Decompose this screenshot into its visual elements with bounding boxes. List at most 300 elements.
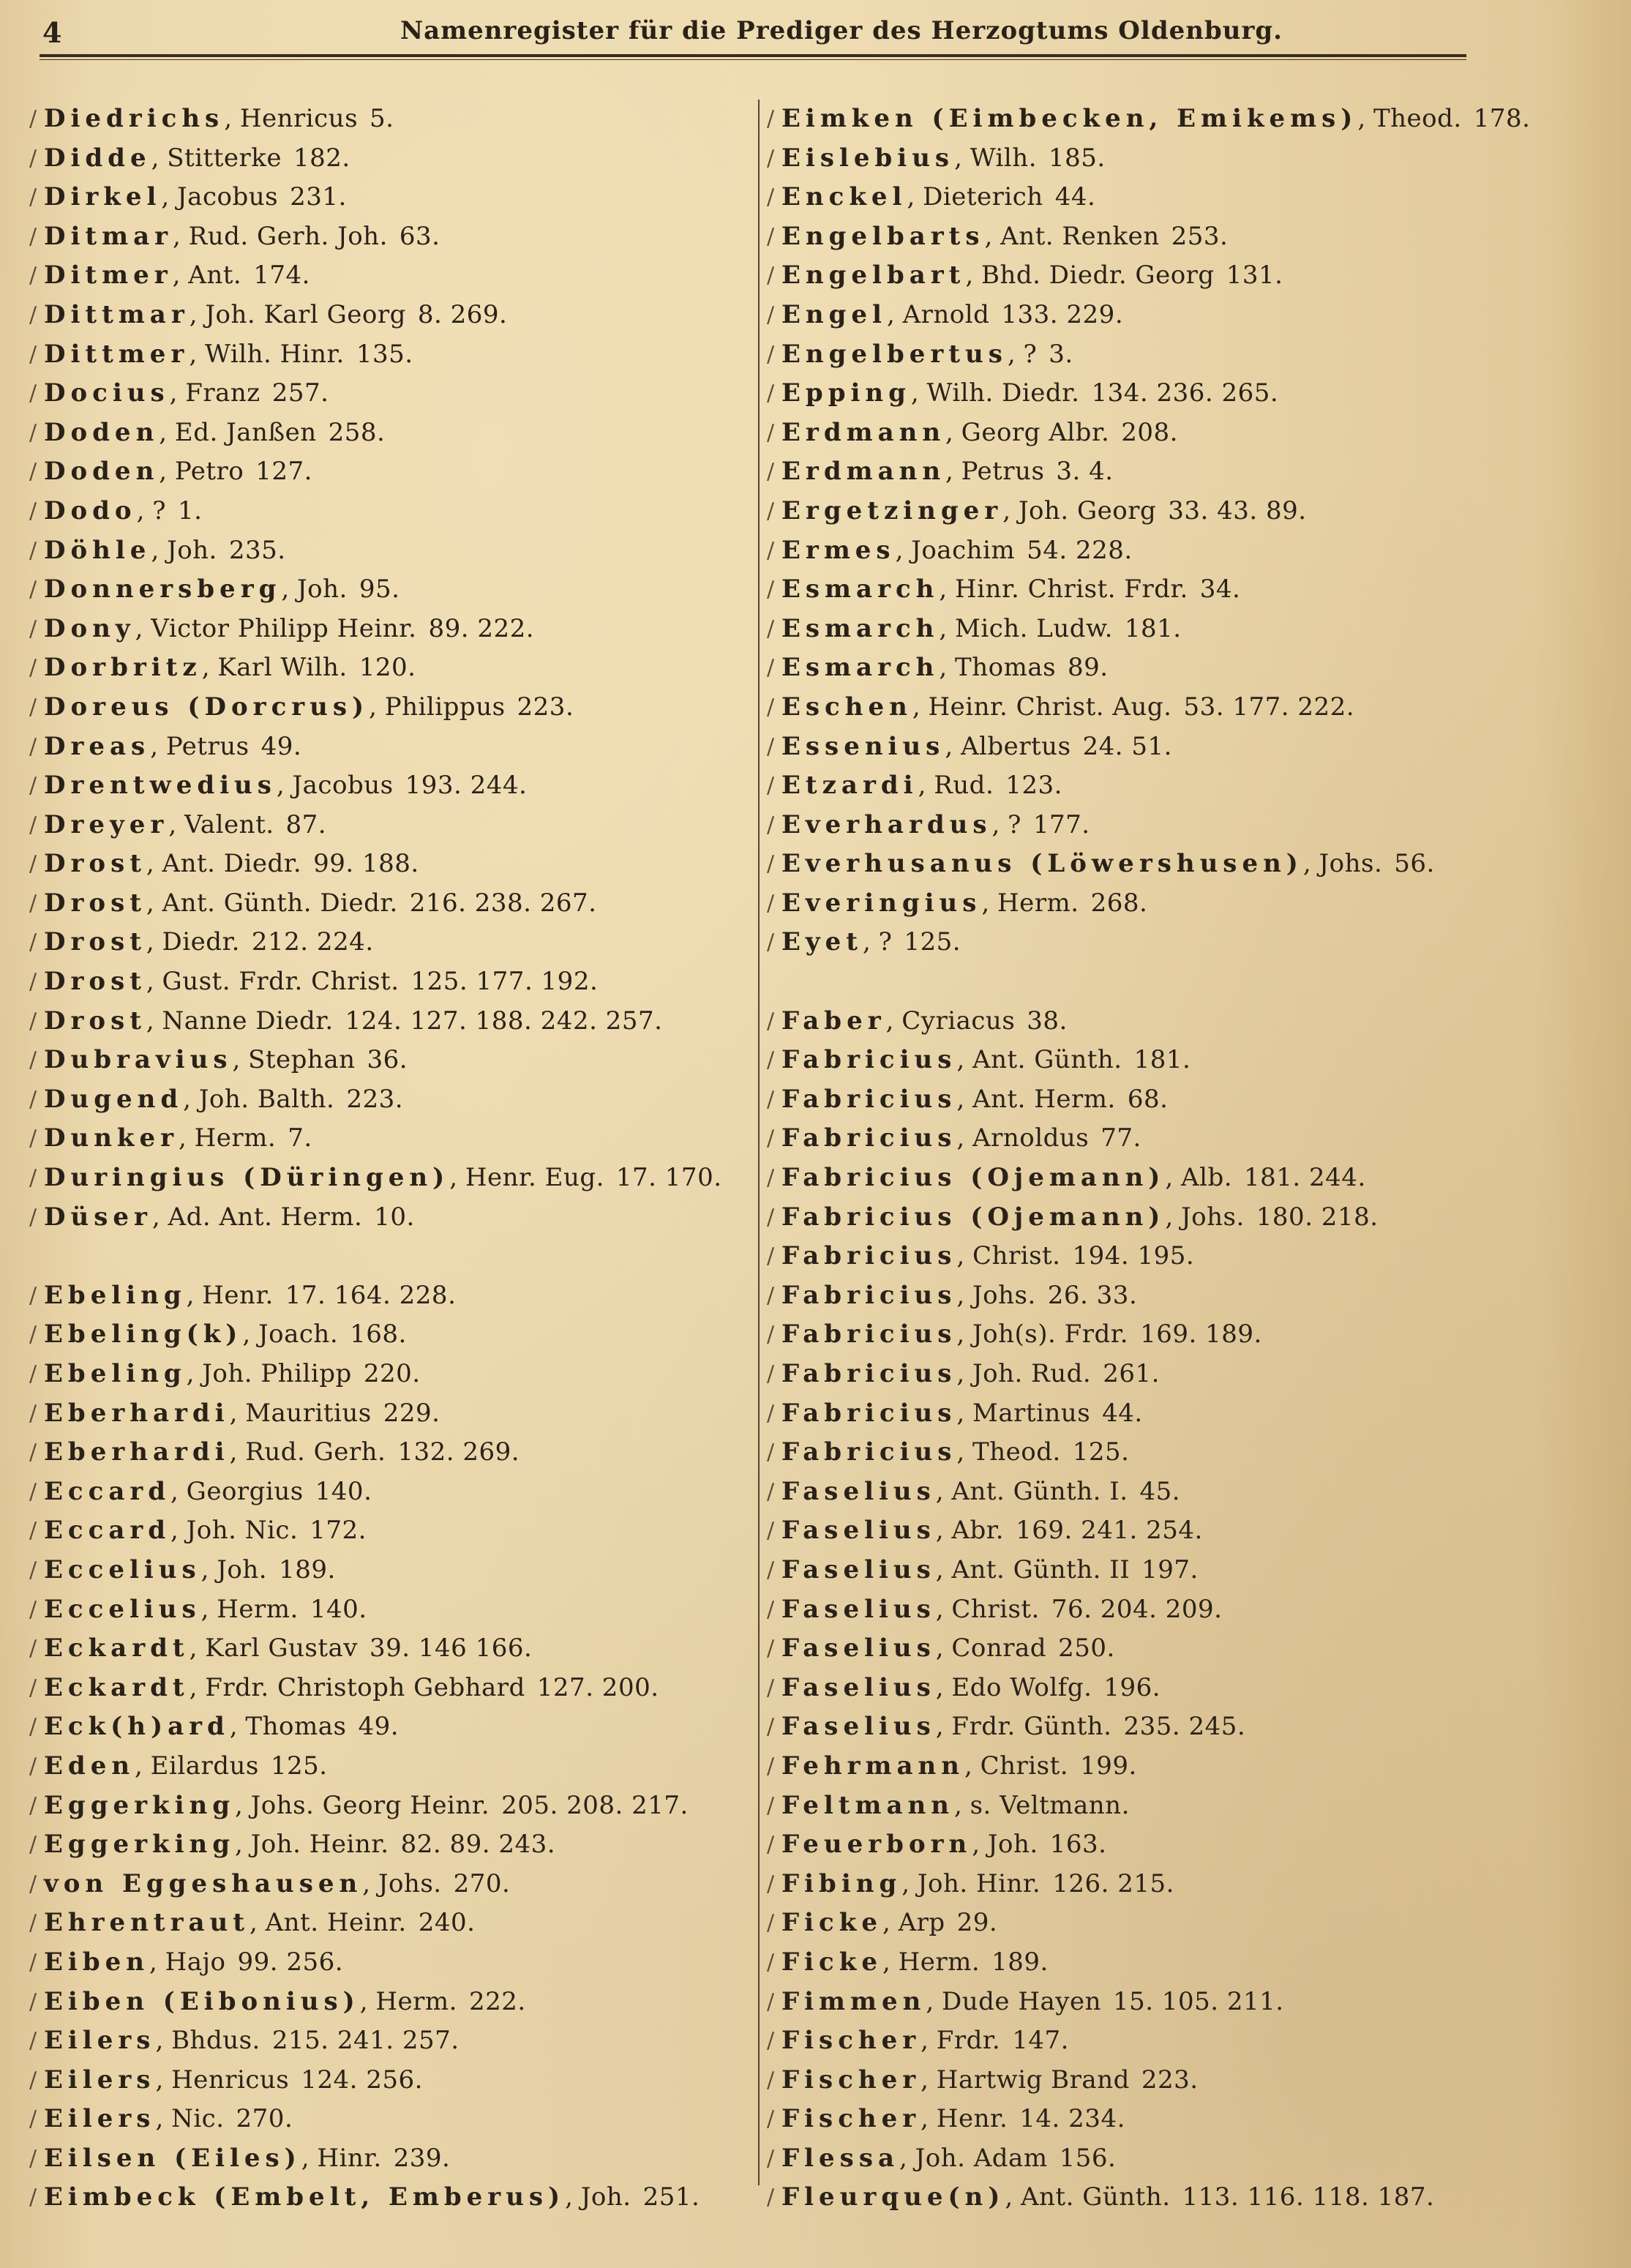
pencil-tick-mark: / [767, 263, 775, 289]
entry-separator: , [242, 1320, 259, 1350]
entry-surname: Fischer [781, 2065, 921, 2095]
entry-separator: , [899, 2143, 915, 2173]
entry-given-names: Joh. Karl Georg [205, 299, 406, 329]
entry-separator: , [151, 535, 168, 565]
entry-page-refs: 235. [228, 535, 286, 565]
pencil-tick-mark: / [29, 341, 37, 367]
pencil-tick-mark: / [767, 1714, 775, 1740]
entry-separator: , [1357, 104, 1373, 133]
entry-given-names: Johs. [378, 1868, 442, 1898]
index-entry [767, 139, 1499, 179]
entry-separator: , [449, 1163, 465, 1193]
entry-given-names: Philippus [384, 692, 506, 722]
entry-separator: , [956, 1359, 973, 1388]
index-entry [767, 2139, 1499, 2179]
pencil-tick-mark: / [29, 851, 37, 877]
pencil-tick-mark: / [767, 184, 775, 211]
entry-separator: , [956, 1123, 973, 1153]
entry-page-refs: 181. 244. [1244, 1163, 1366, 1193]
entry-separator: , [965, 261, 982, 291]
pencil-tick-mark: / [29, 184, 37, 211]
index-entry [29, 570, 754, 610]
entry-given-names: Henr. [202, 1280, 274, 1310]
entry-surname: Feuerborn [781, 1830, 972, 1860]
entry-separator: , [229, 1712, 246, 1742]
entry-given-names: Wilh. Hinr. [204, 339, 345, 369]
entry-separator: , [189, 339, 205, 369]
index-entry [29, 100, 754, 139]
entry-page-refs: 168. [350, 1320, 407, 1350]
entry-separator: , [935, 1633, 952, 1663]
entry-page-refs: 127. [255, 457, 312, 487]
entry-given-names: ? [1008, 809, 1021, 839]
index-entry [29, 2178, 754, 2218]
entry-surname: Fischer [781, 2104, 921, 2134]
pencil-tick-mark: / [767, 890, 775, 916]
pencil-tick-mark: / [29, 2067, 37, 2093]
entry-given-names: Joh. Hinr. [917, 1868, 1041, 1898]
pencil-tick-mark: / [767, 1478, 775, 1505]
index-entry [29, 1355, 754, 1394]
index-entry [767, 2061, 1499, 2100]
pencil-tick-mark: / [29, 1126, 37, 1152]
index-entry [767, 1315, 1499, 1355]
pencil-tick-mark: / [29, 694, 37, 720]
entry-surname: Dugend [44, 1084, 184, 1114]
entry-given-names: Bhdus. [171, 2026, 260, 2056]
entry-surname: Dony [44, 613, 135, 643]
entry-surname: Didde [44, 143, 151, 173]
pencil-tick-mark: / [767, 1518, 775, 1544]
index-entry [767, 1080, 1499, 1120]
entry-separator: , [882, 1908, 899, 1938]
entry-surname: Fischer [781, 2026, 921, 2056]
entry-separator: , [935, 1476, 952, 1506]
entry-surname: Ebeling(k) [44, 1320, 243, 1350]
index-entry [29, 1159, 754, 1198]
pencil-tick-mark: / [29, 106, 37, 132]
index-entry [767, 531, 1499, 571]
entry-separator: , [135, 1751, 151, 1781]
entry-surname: Duringius (Düringen) [44, 1163, 450, 1193]
pencil-tick-mark: / [29, 537, 37, 564]
pencil-tick-mark: / [29, 1636, 37, 1662]
entry-given-names: Ant. Günth. [972, 1045, 1122, 1075]
index-entry [29, 335, 754, 375]
entry-surname: Drost [44, 1006, 146, 1036]
entry-surname: Eilers [44, 2104, 156, 2134]
index-entry [29, 1394, 754, 1434]
entry-page-refs: 82. 89. 243. [400, 1830, 556, 1860]
index-entry [29, 766, 754, 806]
index-entry [29, 648, 754, 688]
pencil-tick-mark: / [29, 812, 37, 838]
entry-given-names: Heinr. Christ. Aug. [928, 692, 1172, 722]
entry-given-names: Diedr. [162, 927, 240, 957]
pencil-tick-mark: / [767, 1871, 775, 1897]
pencil-tick-mark: / [29, 1361, 37, 1387]
entry-surname: Dreas [44, 731, 151, 761]
entry-separator: , [170, 1476, 187, 1506]
index-entry [767, 100, 1531, 139]
pencil-tick-mark: / [29, 1674, 37, 1701]
pencil-tick-mark: / [767, 1792, 775, 1819]
index-entry [767, 217, 1499, 257]
pencil-tick-mark: / [767, 1047, 775, 1074]
pencil-tick-mark: / [29, 1518, 37, 1544]
pencil-tick-mark: / [767, 1988, 775, 2015]
pencil-tick-mark: / [767, 2106, 775, 2133]
pencil-tick-mark: / [29, 733, 37, 760]
entry-surname: Faber [781, 1006, 886, 1036]
entry-surname: Eiben [44, 1947, 149, 1977]
entry-surname: Faselius [781, 1594, 936, 1624]
entry-separator: , [276, 771, 293, 801]
entry-separator: , [135, 613, 151, 643]
entry-surname: Faselius [781, 1633, 936, 1663]
entry-page-refs: 133. 229. [1001, 299, 1124, 329]
entry-given-names: Nanne Diedr. [162, 1006, 334, 1036]
entry-page-refs: 177. [1032, 809, 1090, 839]
entry-separator: , [173, 221, 189, 251]
pencil-tick-mark: / [767, 694, 775, 720]
entry-page-refs: 95. [359, 575, 400, 605]
entry-surname: Fabricius [781, 1280, 957, 1310]
index-entry [767, 806, 1499, 845]
entry-surname: Donnersberg [44, 575, 282, 605]
entry-surname: Ditmer [44, 261, 173, 291]
index-entry [767, 1786, 1499, 1826]
entry-surname: Eckardt [44, 1672, 190, 1702]
entry-separator: , [918, 771, 934, 801]
entry-separator: , [921, 2065, 937, 2095]
pencil-tick-mark: / [767, 2028, 775, 2054]
entry-page-refs: 197. [1141, 1554, 1199, 1584]
entry-separator: , [146, 1006, 162, 1036]
entry-surname: Eschen [781, 692, 912, 722]
entry-given-names: Johs. [1319, 849, 1383, 879]
index-entry [29, 413, 754, 453]
entry-separator: , [954, 143, 970, 173]
entry-separator: , [565, 2182, 581, 2212]
entry-given-names: Petro [174, 457, 244, 487]
entry-given-names: Eilardus [150, 1751, 259, 1781]
entry-given-names: Herm. [997, 888, 1079, 918]
index-entry [767, 2021, 1499, 2061]
entry-surname: Dorbritz [44, 653, 202, 683]
entry-page-refs: 45. [1139, 1476, 1181, 1506]
entry-surname: Esmarch [781, 575, 940, 605]
entry-given-names: Herm. [375, 1986, 457, 2016]
index-entry [767, 1159, 1499, 1198]
entry-surname: Faselius [781, 1554, 936, 1584]
entry-surname: Esmarch [781, 613, 940, 643]
entry-given-names: Stephan [248, 1045, 356, 1075]
entry-surname: Döhle [44, 535, 151, 565]
index-entry [767, 2100, 1499, 2139]
entry-separator: , [170, 1516, 187, 1546]
index-entry [767, 1904, 1499, 1943]
pencil-tick-mark: / [767, 1165, 775, 1191]
pencil-tick-mark: / [767, 1400, 775, 1426]
entry-page-refs: 222. [468, 1986, 526, 2016]
entry-page-refs: 126. 215. [1052, 1868, 1174, 1898]
pencil-tick-mark: / [767, 302, 775, 328]
index-entry [767, 845, 1499, 884]
index-entry [767, 884, 1499, 924]
page-number: 4 [42, 16, 62, 49]
entry-page-refs: 77. [1101, 1123, 1141, 1153]
entry-page-refs: 26. 33. [1047, 1280, 1138, 1310]
entry-given-names: Hinr. [317, 2143, 382, 2173]
entry-separator: , [281, 575, 298, 605]
entry-surname: Engelbart [781, 261, 966, 291]
index-entry [767, 413, 1499, 453]
entry-given-names: Joh. Heinr. [250, 1830, 389, 1860]
blank-line [767, 962, 1499, 1002]
entry-page-refs: 68. [1127, 1084, 1169, 1114]
pencil-tick-mark: / [29, 381, 37, 407]
entry-given-names: Theod. [972, 1437, 1061, 1467]
pencil-tick-mark: / [767, 1126, 775, 1152]
entry-page-refs: 29. [956, 1908, 998, 1938]
pencil-tick-mark: / [29, 1753, 37, 1779]
entry-given-names: Thomas [245, 1712, 347, 1742]
index-entry [29, 1472, 754, 1512]
pencil-tick-mark: / [29, 1871, 37, 1897]
entry-separator: , [907, 182, 923, 212]
index-entry [29, 1865, 754, 1904]
index-entry [767, 1355, 1499, 1394]
entry-given-names: Ant. Günth. [1020, 2182, 1171, 2212]
entry-surname: Erdmann [781, 457, 946, 487]
entry-given-names: Conrad [951, 1633, 1047, 1663]
entry-surname: Fabricius [781, 1045, 957, 1075]
entry-surname: Eccelius [44, 1554, 201, 1584]
pencil-tick-mark: / [767, 655, 775, 681]
entry-separator: , [945, 731, 961, 761]
entry-separator: , [956, 1241, 973, 1271]
entry-page-refs: 185. [1049, 143, 1106, 173]
entry-given-names: Ant. Herm. [972, 1084, 1116, 1114]
entry-surname: Faselius [781, 1516, 936, 1546]
entry-given-names: Mauritius [245, 1398, 372, 1428]
pencil-tick-mark: / [767, 615, 775, 642]
pencil-tick-mark: / [767, 1008, 775, 1034]
entry-separator: , [151, 1202, 168, 1232]
entry-page-refs: 181. [1133, 1045, 1191, 1075]
entry-page-refs: 15. 105. 211. [1112, 1986, 1284, 2016]
index-entry [767, 727, 1499, 767]
entry-surname: Fimmen [781, 1986, 926, 2016]
running-title: Namenregister für die Prediger des Herzogtums Oldenburg. [400, 16, 1283, 45]
entry-surname: Dittmar [44, 299, 190, 329]
entry-page-refs: 163. [1049, 1830, 1107, 1860]
entry-surname: Eberhardi [44, 1437, 230, 1467]
entry-page-refs: 261. [1103, 1359, 1160, 1388]
entry-surname: Drost [44, 849, 146, 879]
entry-separator: , [956, 1084, 973, 1114]
entry-given-names: Georgius [186, 1476, 304, 1506]
index-entry [767, 1119, 1499, 1159]
entry-page-refs: 169. 241. 254. [1016, 1516, 1203, 1546]
entry-given-names: Joachim [911, 535, 1016, 565]
pencil-tick-mark: / [29, 890, 37, 916]
entry-page-refs: 205. 208. 217. [501, 1790, 689, 1820]
entry-page-refs: 44. [1054, 182, 1096, 212]
pencil-tick-mark: / [29, 1400, 37, 1426]
entry-given-names: Joh. [167, 535, 217, 565]
entry-page-refs: 63. [399, 221, 440, 251]
entry-separator: , [249, 1908, 266, 1938]
index-entry [29, 1786, 754, 1826]
entry-page-refs: 123. [1005, 771, 1062, 801]
pencil-tick-mark: / [767, 1361, 775, 1387]
entry-given-names: Arnoldus [972, 1123, 1090, 1153]
entry-given-names: Frdr. [936, 2026, 1001, 2056]
entry-separator: , [159, 457, 175, 487]
entry-separator: , [146, 967, 162, 997]
entry-separator: , [956, 1045, 973, 1075]
entry-given-names: Joh. Adam [915, 2143, 1048, 2173]
entry-given-names: Abr. [951, 1516, 1005, 1546]
entry-page-refs: 140. [310, 1594, 367, 1624]
pencil-tick-mark: / [29, 1792, 37, 1819]
entry-separator: , [1007, 339, 1024, 369]
pencil-tick-mark: / [29, 2028, 37, 2054]
entry-separator: , [910, 378, 927, 408]
pencil-tick-mark: / [767, 1753, 775, 1779]
entry-separator: , [224, 104, 240, 133]
entry-given-names: Johs. Georg Heinr. [250, 1790, 490, 1820]
entry-page-refs: 194. 195. [1072, 1241, 1195, 1271]
entry-surname: Faselius [781, 1672, 936, 1702]
pencil-tick-mark: / [29, 1988, 37, 2015]
entry-given-names: Albertus [960, 731, 1071, 761]
pencil-tick-mark: / [29, 145, 37, 171]
index-entry [767, 688, 1499, 727]
entry-separator: , [935, 1594, 952, 1624]
entry-surname: Eilers [44, 2065, 156, 2095]
page-header [0, 0, 1631, 57]
entry-separator: , [1165, 1163, 1182, 1193]
entry-surname: Eilsen (Eiles) [44, 2143, 301, 2173]
entry-separator: , [146, 888, 162, 918]
entry-separator: , [149, 1947, 165, 1977]
entry-given-names: Joh. Georg [1018, 495, 1157, 525]
entry-page-refs: 270. [453, 1868, 511, 1898]
entry-surname: Enckel [781, 182, 907, 212]
entry-given-names: Edo Wolfg. [951, 1672, 1092, 1702]
entry-page-refs: 34. [1199, 575, 1241, 605]
entry-surname: Everhusanus (Löwershusen) [781, 849, 1303, 879]
entry-surname: Dirkel [44, 182, 162, 212]
index-entry [767, 610, 1499, 649]
entry-separator: , [229, 1437, 246, 1467]
index-entry [29, 845, 754, 884]
entry-separator: , [939, 575, 956, 605]
entry-given-names: Wilh. [970, 143, 1038, 173]
entry-given-names: Thomas [955, 653, 1057, 683]
entry-surname: Eyet [781, 927, 863, 957]
entry-given-names: Ant. Günth. I. [951, 1476, 1128, 1506]
entry-page-refs: 124. 256. [301, 2065, 423, 2095]
entry-given-names: Ant. [188, 261, 242, 291]
pencil-tick-mark: / [767, 2145, 775, 2171]
index-entry [767, 1590, 1499, 1630]
entry-page-refs: 182. [293, 143, 350, 173]
entry-surname: Fabricius [781, 1398, 957, 1428]
entry-given-names: Rud. Gerh. Joh. [188, 221, 388, 251]
index-entry [767, 1198, 1499, 1238]
entry-page-refs: 44. [1102, 1398, 1143, 1428]
entry-surname: Drost [44, 927, 146, 957]
entry-page-refs: 229. [383, 1398, 440, 1428]
entry-separator: , [972, 1830, 988, 1860]
entry-given-names: Joh. Nic. [186, 1516, 299, 1546]
entry-separator: , [136, 495, 153, 525]
entry-page-refs: 196. [1103, 1672, 1161, 1702]
index-entry [29, 923, 754, 962]
entry-surname: von Eggeshausen [44, 1868, 363, 1898]
entry-surname: Eccard [44, 1476, 171, 1506]
entry-separator: , [146, 927, 162, 957]
index-entry [767, 1394, 1499, 1434]
entry-given-names: Bhd. Diedr. Georg [981, 261, 1215, 291]
index-entry [29, 1747, 754, 1786]
index-entry [29, 1276, 754, 1316]
index-entry [29, 2139, 754, 2179]
entry-surname: Engelbarts [781, 221, 985, 251]
entry-separator: , [362, 1868, 378, 1898]
pencil-tick-mark: / [29, 615, 37, 642]
index-entry [29, 217, 754, 257]
pencil-tick-mark: / [767, 929, 775, 956]
index-entry [767, 335, 1499, 375]
index-entry [29, 492, 754, 531]
index-entry [767, 1041, 1499, 1080]
entry-page-refs: 208. [1121, 417, 1178, 447]
entry-surname: Fabricius [781, 1123, 957, 1153]
entry-separator: , [168, 809, 184, 839]
index-entry [767, 1433, 1499, 1472]
pencil-tick-mark: / [29, 419, 37, 446]
entry-separator: , [232, 1045, 249, 1075]
entry-separator: , [150, 731, 166, 761]
index-entry [767, 1943, 1499, 1983]
entry-page-refs: 1. [177, 495, 203, 525]
pencil-tick-mark: / [767, 1322, 775, 1348]
index-entry [29, 531, 754, 571]
entry-given-names: Hajo [165, 1947, 226, 1977]
index-entry [29, 1315, 754, 1355]
entry-page-refs: 3. [1049, 339, 1073, 369]
entry-surname: Esmarch [781, 653, 940, 683]
entry-separator: , [1005, 2182, 1021, 2212]
index-entry [29, 1943, 754, 1983]
right-column [767, 100, 1531, 2218]
entry-separator: , [200, 1594, 217, 1624]
entry-page-refs: 24. 51. [1082, 731, 1172, 761]
entry-page-refs: 132. 269. [397, 1437, 520, 1467]
entry-separator: , [234, 1790, 251, 1820]
entry-page-refs: 231. [290, 182, 347, 212]
entry-given-names: Hinr. Christ. Frdr. [955, 575, 1188, 605]
entry-surname: Essenius [781, 731, 945, 761]
entry-given-names: Christ. [980, 1751, 1069, 1781]
entry-separator: , [886, 299, 903, 329]
entry-page-refs: 125. [1072, 1437, 1130, 1467]
